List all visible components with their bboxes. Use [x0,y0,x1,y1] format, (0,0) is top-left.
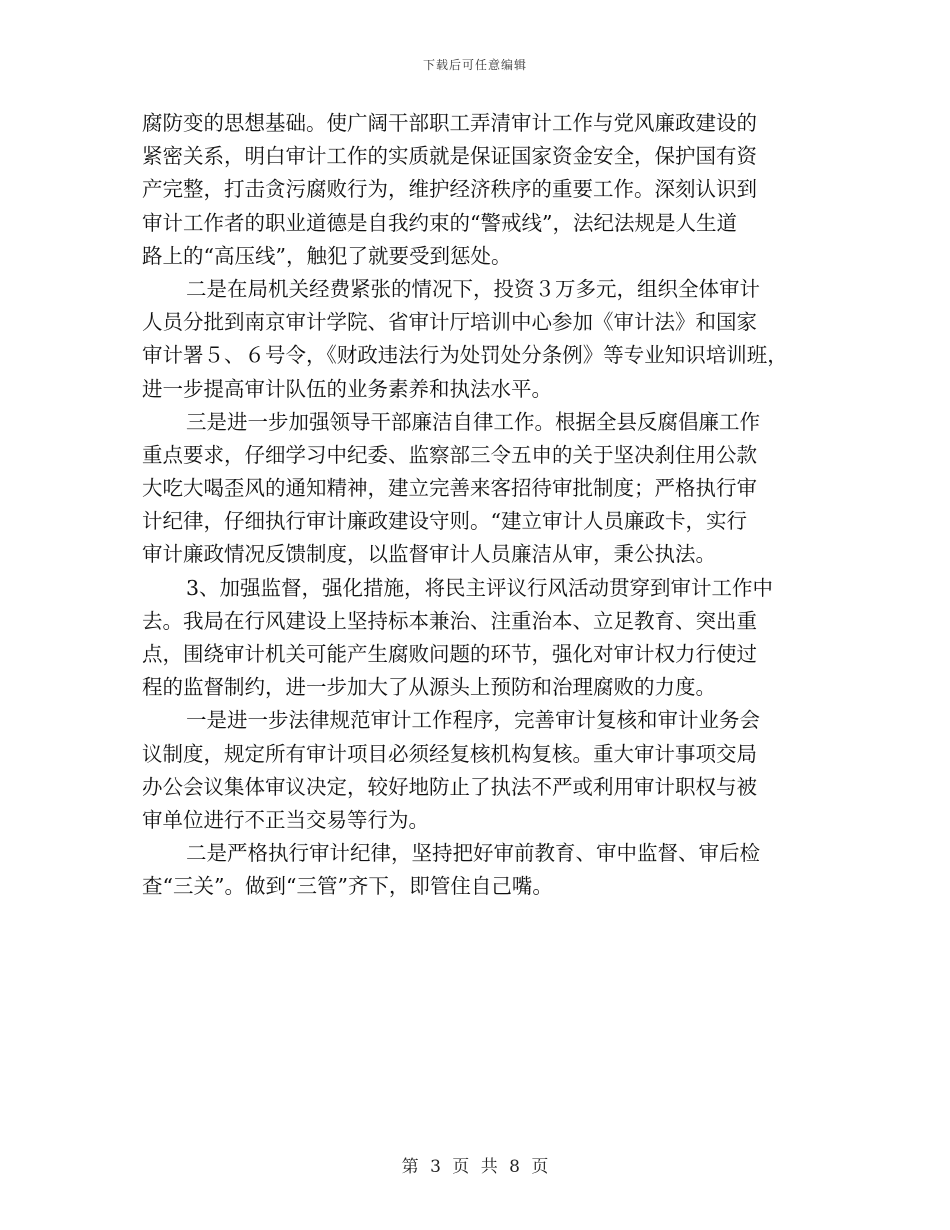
text-line: 3、加强监督，强化措施，将民主评议行风活动贯穿到审计工作中 [186,575,774,600]
text-line: 查“三关”。做到“三管”齐下，即管住自己嘴。 [142,874,553,899]
text-line: 一是进一步法律规范审计工作程序，完善审计复核和审计业务会 [186,708,760,733]
text-line: 点，围绕审计机关可能产生腐败问题的环节，强化对审计权力行使过 [142,642,757,666]
text-line: 办公会议集体审议决定，较好地防止了执法不严或利用审计职权与被 [142,774,757,799]
text-line: 审单位进行不正当交易等行为。 [142,807,429,832]
text-line: 审计署５、６号令，《财政违法行为处罚处分条例》等专业知识培训班， [142,343,788,368]
text-line: 紧密关系，明白审计工作的实质就是保证国家资金安全，保护国有资 [142,144,757,169]
text-line: 进一步提高审计队伍的业务素养和执法水平。 [142,376,552,401]
page-number: 第 3 页 共 8 页 [401,1157,549,1177]
text-line: 腐防变的思想基础。使广阔干部职工弄清审计工作与党风廉政建设的 [142,111,757,135]
text-line: 程的监督制约，进一步加大了从源头上预防和治理腐败的力度。 [142,675,716,700]
text-line: 议制度，规定所有审计项目必须经复核机构复核。重大审计事项交局 [142,741,757,766]
text-line: 二是在局机关经费紧张的情况下，投资３万多元，组织全体审计 [186,276,760,301]
text-line: 路上的“高压线”，触犯了就要受到惩处。 [142,243,512,268]
text-line: 审计工作者的职业道德是自我约束的“警戒线”，法纪法规是人生道 [142,210,737,235]
text-line: 重点要求，仔细学习中纪委、监察部三令五申的关于坚决刹住用公款 [142,442,757,467]
text-line: 三是进一步加强领导干部廉洁自律工作。根据全县反腐倡廉工作 [186,409,760,434]
page-header: 下载后可任意编辑 [422,58,527,72]
document-body [142,107,814,904]
text-line: 大吃大喝歪风的通知精神，建立完善来客招待审批制度；严格执行审 [142,476,757,501]
text-line: 产完整，打击贪污腐败行为，维护经济秩序的重要工作。深刻认识到 [142,177,757,202]
text-line: 人员分批到南京审计学院、省审计厅培训中心参加《审计法》和国家 [142,310,757,335]
text-line: 审计廉政情况反馈制度，以监督审计人员廉洁从审，秉公执法。 [142,542,716,567]
text-line: 计纪律，仔细执行审计廉政建设守则。“建立审计人员廉政卡，实行 [142,509,747,534]
text-line: 二是严格执行审计纪律，坚持把好审前教育、审中监督、审后检 [186,841,760,866]
text-line: 去。我局在行风建设上坚持标本兼治、注重治本、立足教育、突出重 [142,608,757,633]
